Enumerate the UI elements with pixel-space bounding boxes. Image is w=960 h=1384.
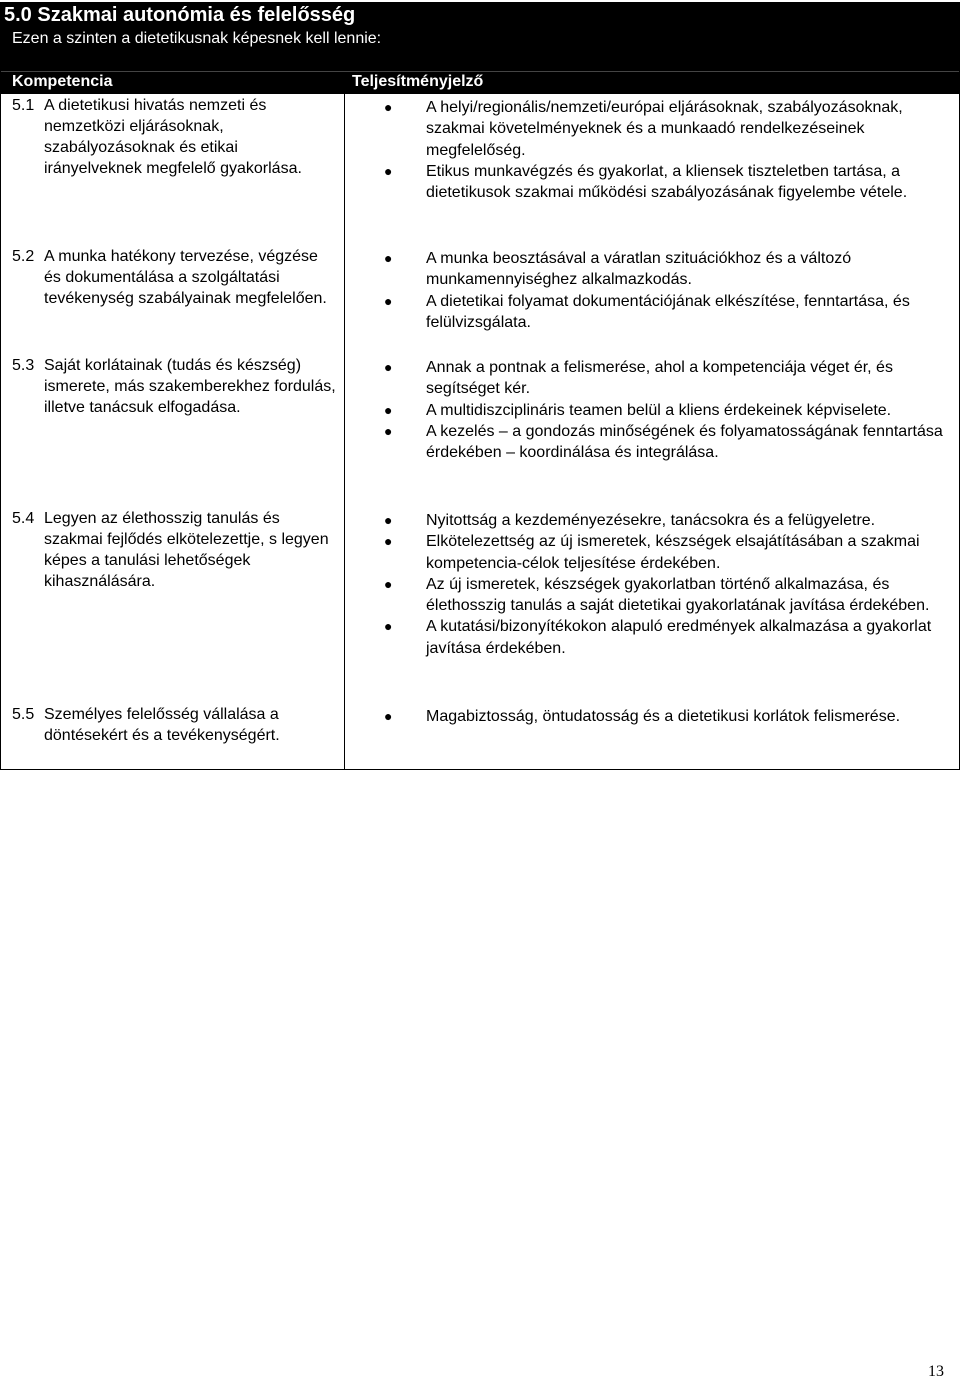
competence-number: 5.3	[12, 357, 35, 374]
indicator-text: A munka beosztásával a váratlan szituációkhoz és a változó munkamennyiséghez alkalmazkodás.	[426, 250, 852, 289]
competence-number: 5.1	[12, 97, 35, 114]
section-title-bar	[0, 2, 960, 29]
competence-text: Saját korlátainak (tudás és készség) ismerete, más szakemberekhez fordulás, illetve tanácsuk elfogadása.	[44, 357, 336, 416]
bullet-icon: ●	[384, 250, 393, 266]
indicator-text: A helyi/regionális/nemzeti/európai eljárásoknak, szabályozásoknak, szakmai követelményeknek és a munkaadó rendelkezéseinek megfelelőség.	[426, 99, 903, 159]
table-header	[0, 71, 960, 94]
competence-cell	[12, 355, 337, 418]
competence-text: A munka hatékony tervezése, végzése és dokumentálása a szolgáltatási tevékenység szabályainak megfelelően.	[44, 248, 327, 307]
competence-number: 5.5	[12, 706, 35, 723]
indicator-list	[384, 510, 950, 659]
indicator-item	[384, 510, 950, 531]
indicator-item	[384, 400, 950, 421]
bullet-icon: ●	[384, 533, 393, 550]
indicator-item	[384, 574, 950, 617]
competence-text: Személyes felelősség vállalása a döntésekért és a tevékenységért.	[44, 706, 280, 744]
column-header-indicator: Teljesítményjelző	[352, 73, 484, 90]
competence-cell	[12, 95, 337, 179]
bullet-icon: ●	[384, 401, 393, 418]
indicator-item	[384, 97, 950, 161]
competence-number: 5.4	[12, 510, 35, 527]
indicator-text: Etikus munkavégzés és gyakorlat, a kliensek tiszteletben tartása, a dietetikusok szakmai működési szabályozásának figyelembe vétele.	[426, 162, 908, 202]
indicator-item	[384, 531, 950, 574]
bullet-icon: ●	[384, 708, 393, 724]
bullet-icon: ●	[384, 292, 393, 309]
column-divider	[344, 93, 345, 769]
indicator-item	[384, 357, 950, 400]
indicator-list	[384, 357, 950, 463]
indicator-text: A kutatási/bizonyítékokon alapuló eredmények alkalmazása a gyakorlat javítása érdekében.	[426, 618, 932, 657]
competence-number: 5.2	[12, 248, 35, 265]
spacer-bar	[0, 51, 960, 71]
indicator-text: A multidiszciplináris teamen belül a kliens érdekeinek képviselete.	[426, 401, 892, 419]
subtitle-bar	[0, 29, 960, 51]
competence-text: A dietetikusi hivatás nemzeti és nemzetközi eljárásoknak, szabályozásoknak és etikai irányelveknek megfelelő gyakorlása.	[44, 97, 302, 177]
bullet-icon: ●	[384, 575, 393, 592]
indicator-item	[384, 706, 950, 727]
indicator-text: Magabiztosság, öntudatosság és a dietetikusi korlátok felismerése.	[426, 708, 901, 725]
indicator-list	[384, 248, 950, 333]
indicator-item	[384, 291, 950, 334]
indicator-text: Nyitottság a kezdeményezésekre, tanácsokra és a felügyeletre.	[426, 512, 876, 529]
bullet-icon: ●	[384, 422, 393, 439]
section-subtitle: Ezen a szinten a dietetikusnak képesnek kell lennie:	[12, 30, 382, 47]
page-number: 13	[928, 1363, 944, 1380]
indicator-item	[384, 421, 950, 464]
indicator-item	[384, 248, 950, 291]
indicator-item	[384, 161, 950, 204]
bullet-icon: ●	[384, 99, 393, 115]
indicator-text: Annak a pontnak a felismerése, ahol a kompetenciája véget ér, és segítséget kér.	[426, 359, 893, 398]
indicator-text: A dietetikai folyamat dokumentációjának elkészítése, fenntartása, és felülvizsgálata.	[426, 292, 910, 331]
indicator-text: A kezelés – a gondozás minőségének és folyamatosságának fenntartása érdekében – koordinálása és integrálása.	[426, 422, 943, 462]
competence-cell	[12, 704, 337, 746]
indicator-text: Az új ismeretek, készségek gyakorlatban történő alkalmazása, és élethosszig tanulás a saját dietetikai gyakorlatának javítása érdekében.	[426, 575, 930, 615]
competence-cell	[12, 246, 337, 309]
bullet-icon: ●	[384, 359, 393, 375]
bullet-icon: ●	[384, 162, 393, 179]
indicator-list	[384, 97, 950, 203]
indicator-list	[384, 706, 950, 727]
competence-cell	[12, 508, 337, 592]
section-title: 5.0 Szakmai autonómia és felelősség	[4, 4, 356, 26]
indicator-item	[384, 616, 950, 659]
column-header-competence: Kompetencia	[12, 73, 113, 90]
bullet-icon: ●	[384, 618, 393, 635]
indicator-text: Elkötelezettség az új ismeretek, készségek elsajátításában a szakmai kompetencia-célok teljesítése érdekében.	[426, 533, 920, 572]
bullet-icon: ●	[384, 512, 393, 528]
competence-text: Legyen az élethosszig tanulás és szakmai fejlődés elkötelezettje, s legyen képes a tanulási lehetőségek kihasználására.	[44, 510, 329, 590]
